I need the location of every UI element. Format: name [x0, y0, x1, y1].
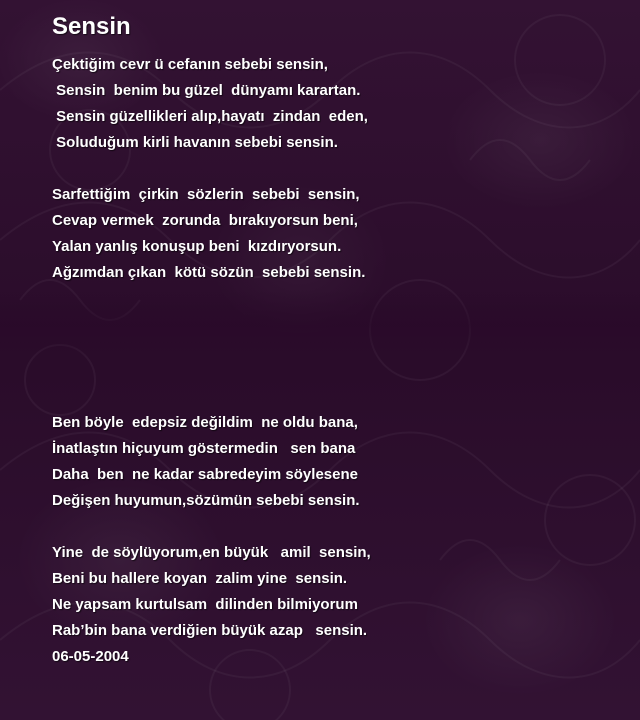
- stanza-3: [52, 410, 360, 514]
- stanza-4: [52, 540, 371, 644]
- poem-line: Soluduğum kirli havanın sebebi sensin.: [52, 134, 338, 151]
- poem-line: Değişen huyumun,sözümün sebebi sensin.: [52, 492, 360, 509]
- poem-line: İnatlaştın hiçuyum göstermedin sen bana: [52, 440, 356, 457]
- poem-line: Sensin güzellikleri alıp,hayatı zindan eden,: [52, 108, 368, 125]
- poem-container: [52, 10, 612, 665]
- poem-line: Sarfettiğim çirkin sözlerin sebebi sensin,: [52, 186, 360, 203]
- poem-line: Daha ben ne kadar sabredeyim söylesene: [52, 466, 358, 483]
- poem-date: 06-05-2004: [52, 648, 129, 665]
- poem-line: Rab’bin bana verdiğien büyük azap sensin.: [52, 622, 368, 639]
- poem-line: Ben böyle edepsiz değildim ne oldu bana,: [52, 414, 358, 431]
- poem-line: Yalan yanlış konuşup beni kızdıryorsun.: [52, 238, 342, 255]
- stanza-2: [52, 182, 365, 286]
- poem-line: Yine de söylüyorum,en büyük amil sensin,: [52, 544, 371, 561]
- poem-line: Ne yapsam kurtulsam dilinden bilmiyorum: [52, 596, 358, 613]
- poem-line: Ağzımdan çıkan kötü sözün sebebi sensin.: [52, 264, 366, 281]
- stanza-1: [52, 52, 368, 156]
- poem-line: Cevap vermek zorunda bırakıyorsun beni,: [52, 212, 358, 229]
- poem-line: Beni bu hallere koyan zalim yine sensin.: [52, 570, 348, 587]
- background-band: [0, 290, 640, 360]
- poem-line: Sensin benim bu güzel dünyamı karartan.: [52, 82, 361, 99]
- poem-title: Sensin: [52, 13, 131, 40]
- poem-line: Çektiğim cevr ü cefanın sebebi sensin,: [52, 56, 328, 73]
